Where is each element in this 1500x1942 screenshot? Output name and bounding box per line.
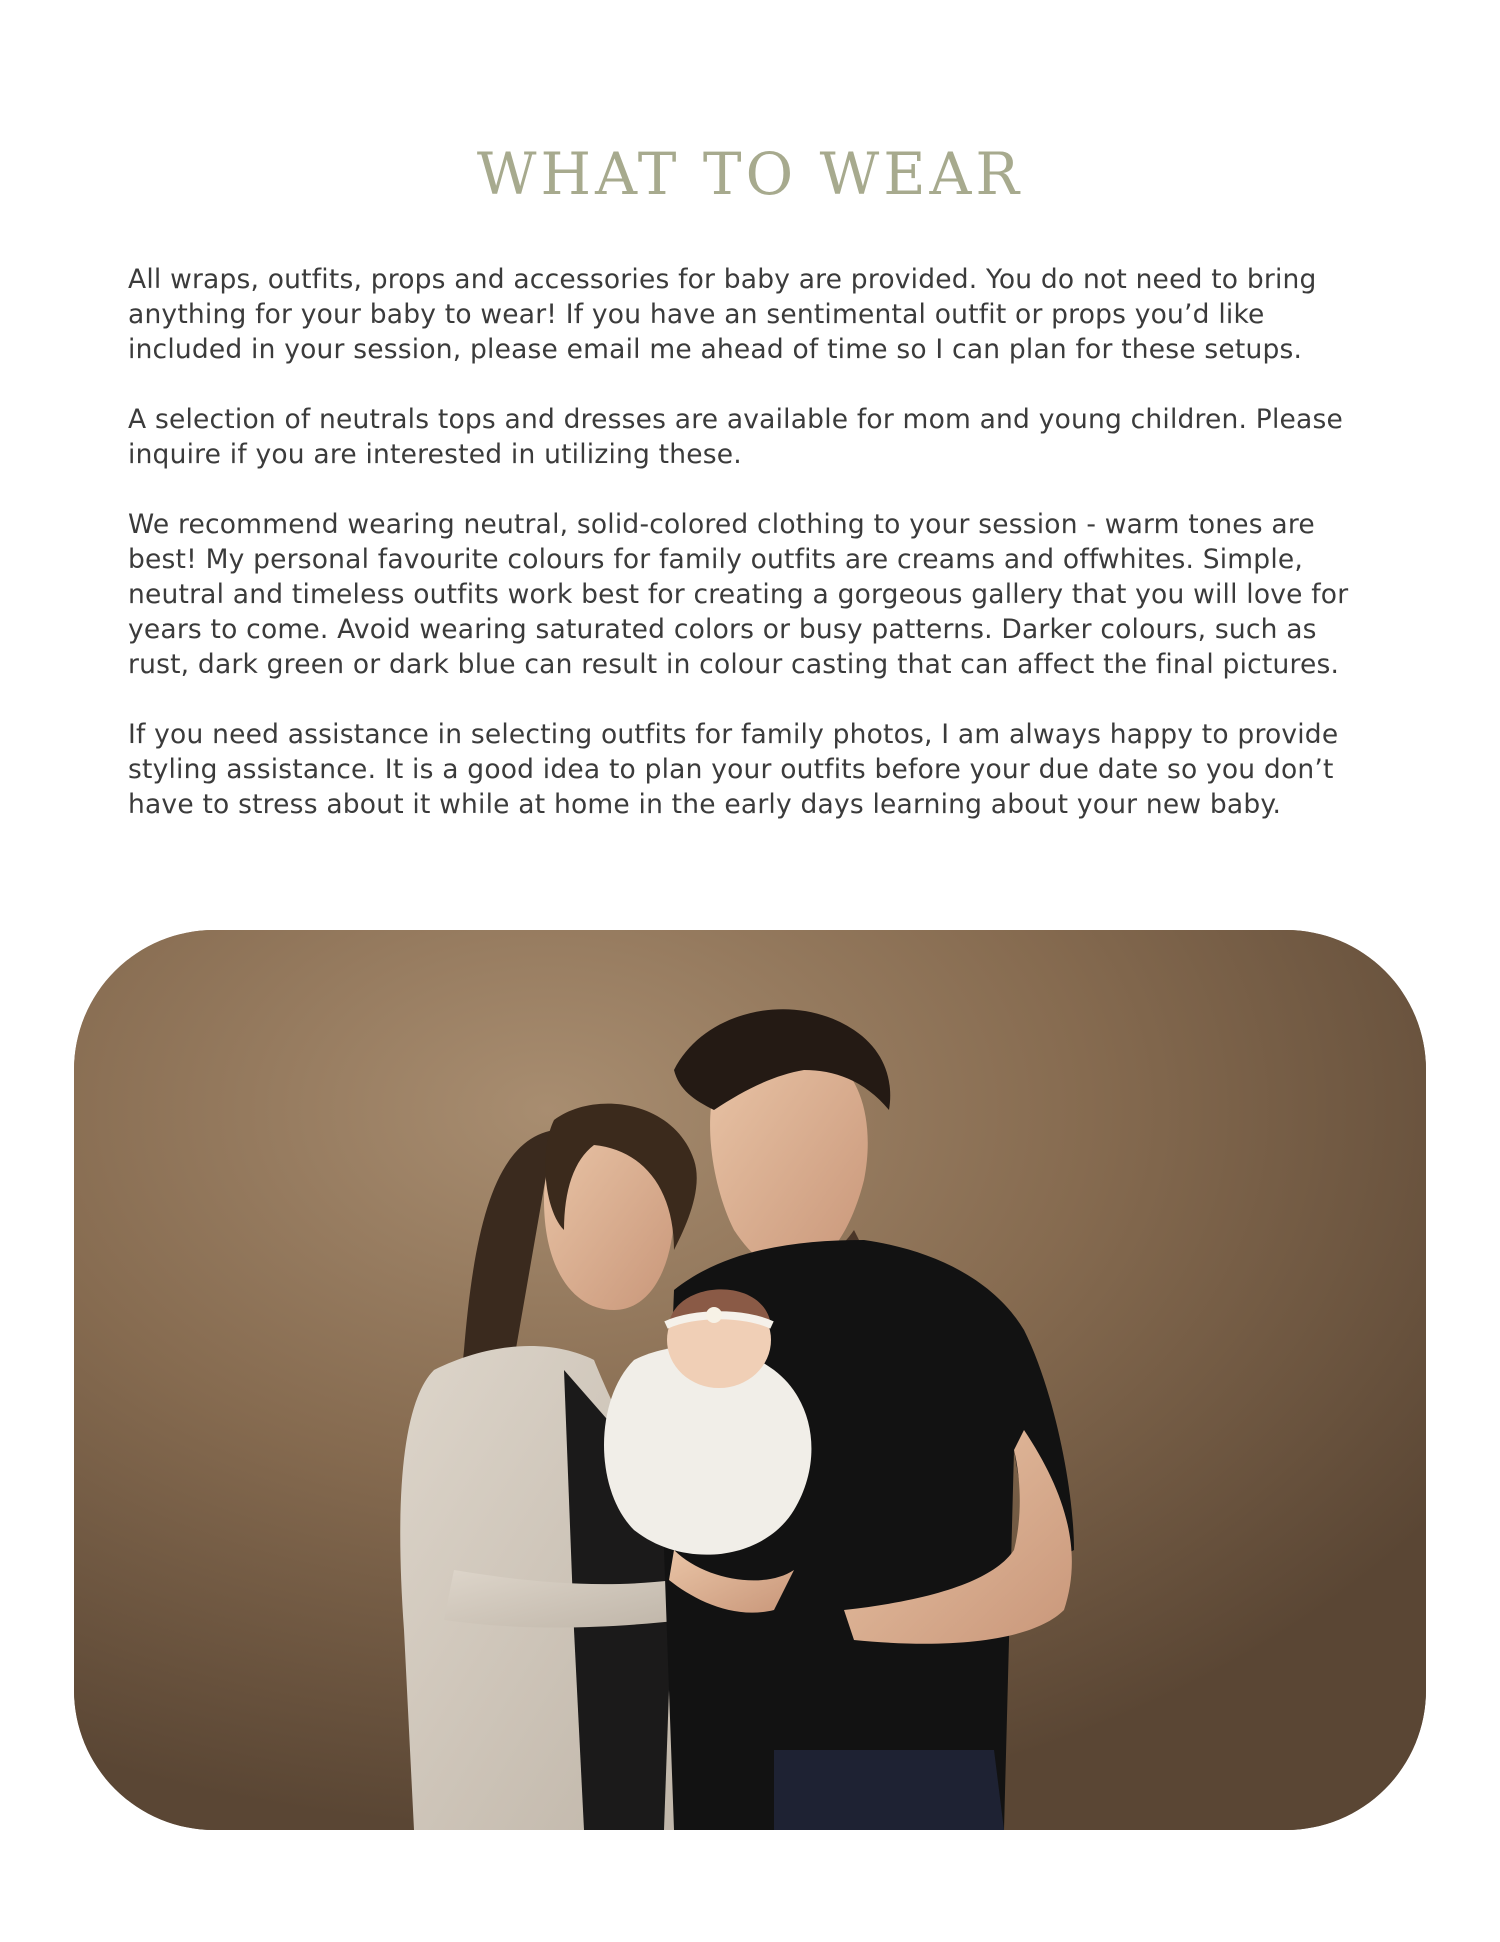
paragraph-neutral-tops: A selection of neutrals tops and dresses are available for mom and young children. Please inquire if you are interested in utilizing these. [128,404,1343,470]
family-photo-illustration [74,930,1426,1830]
family-photo [74,930,1426,1830]
paragraph-clothing-recommendations: We recommend wearing neutral, solid-colored clothing to your session - warm tones are best! My personal favourite colours for family outfits are creams and offwhites. Simple, neutral and timeless outfits work best for creating a gorgeous gallery that you will love for years to come. Avoid wearing saturated colors or busy patterns. Darker colours, such as rust, dark green or dark blue can result in colour casting that can affect the final pictures. [128,509,1349,680]
page-title: WHAT TO WEAR [476,140,1024,208]
paragraph-provided-items: All wraps, outfits, props and accessories for baby are provided. You do not need to bring anything for your baby to wear! If you have an sentimental outfit or props you’d like included in your session, please email me ahead of time so I can plan for these setups. [128,264,1317,365]
paragraph-styling-assistance: If you need assistance in selecting outfits for family photos, I am always happy to provide styling assistance. It is a good idea to plan your outfits before your due date so you don’t have to stress about it while at home in the early days learning about your new baby. [128,719,1339,820]
body-text [128,262,1380,857]
